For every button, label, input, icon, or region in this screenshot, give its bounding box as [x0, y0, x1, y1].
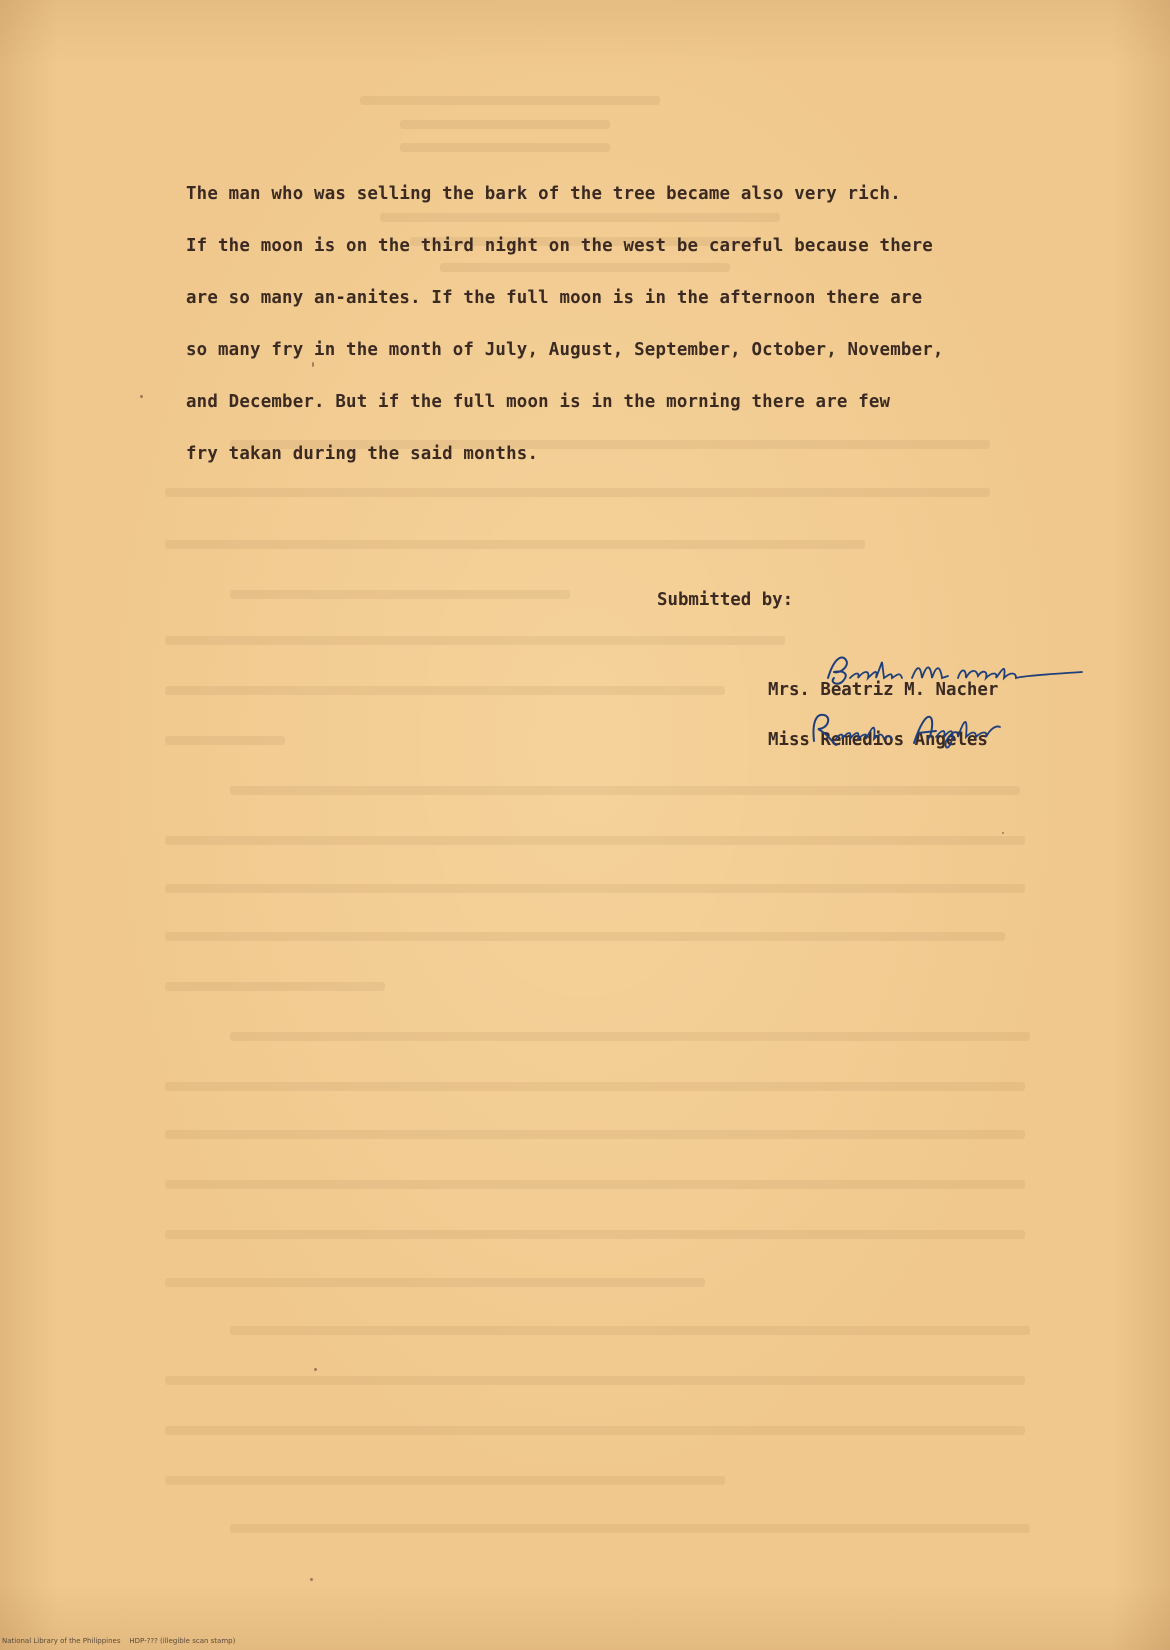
text-line: and December. But if the full moon is in the morning there are few: [186, 392, 891, 412]
scan-footer: National Library of the Philippines HDP-??? (illegible scan stamp): [2, 1637, 236, 1645]
paper-speck: [140, 395, 143, 398]
submitted-by-label: Submitted by:: [657, 590, 794, 610]
text-line: If the moon is on the third night on the west be careful because there: [186, 236, 933, 256]
text-line: The man who was selling the bark of the tree became also very rich.: [186, 184, 901, 204]
signer-name-1: Mrs. Beatriz M. Nacher: [768, 680, 999, 700]
signature-text: Remedios Angeles: [800, 705, 810, 706]
paper-speck: [312, 362, 314, 367]
text-line: are so many an-anites. If the full moon is in the afternoon there are: [186, 288, 923, 308]
body-text: [186, 168, 1116, 480]
paper-speck: [310, 1578, 313, 1581]
signer-name-2: Miss Remedios Angeles: [768, 730, 988, 750]
text-line: so many fry in the month of July, August, September, October, November,: [186, 340, 944, 360]
paper-speck: [1002, 832, 1004, 834]
paper-speck: [314, 1368, 317, 1371]
signature-text: Beatriz M. Nacher: [820, 648, 830, 649]
text-line: fry takan during the said months.: [186, 444, 539, 464]
signature-remedios: [800, 705, 1040, 755]
signature-beatriz: [820, 648, 1100, 692]
